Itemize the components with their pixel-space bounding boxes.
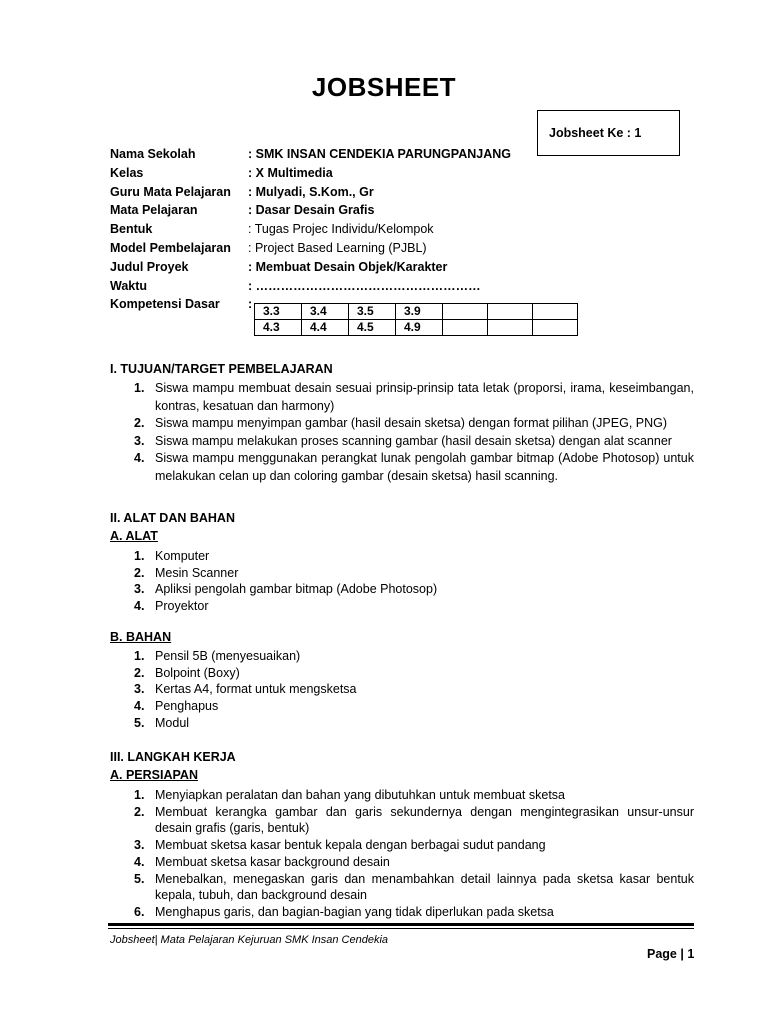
table-cell: [443, 304, 488, 320]
list-item: 3. Membuat sketsa kasar bentuk kepala dengan berbagai sudut pandang: [134, 838, 546, 853]
list-item-text: Modul: [155, 715, 190, 730]
info-row-model: [110, 239, 590, 258]
section-2-heading: II. ALAT DAN BAHAN: [110, 511, 235, 525]
table-cell: 4.9: [396, 320, 443, 336]
page-number: Page | 1: [647, 947, 695, 961]
info-label: Model Pembelajaran: [110, 240, 231, 255]
info-row-class: [110, 164, 590, 183]
table-cell: 4.3: [255, 320, 302, 336]
table-cell: [488, 304, 533, 320]
list-item: 1. Pensil 5B (menyesuaikan): [134, 649, 301, 663]
info-value: : SMK INSAN CENDEKIA PARUNGPANJANG: [248, 147, 511, 161]
list-item: 4. Membuat sketsa kasar background desain: [134, 854, 390, 869]
table-cell: [443, 320, 488, 336]
table-cell: 3.3: [255, 304, 302, 320]
info-value: : ………………………………………………: [248, 278, 481, 293]
info-value: :: [248, 297, 253, 312]
info-row-form: [110, 220, 590, 239]
list-item: 6. Menghapus garis, dan bagian-bagian yang tidak diperlukan pada sketsa: [134, 904, 554, 919]
list-item-text: Mesin Scanner: [155, 565, 239, 580]
table-cell: [488, 320, 533, 336]
list-item: 2. Siswa mampu menyimpan gambar (hasil desain sketsa) dengan format pilihan (JPEG, PNG): [134, 416, 668, 430]
list-item: 1. Komputer: [134, 549, 210, 563]
persiapan-heading: A. PERSIAPAN: [110, 768, 198, 782]
info-label: Kompetensi Dasar: [110, 297, 220, 312]
list-item: 3. Siswa mampu melakukan proses scanning gambar (hasil desain sketsa) dengan alat scanner: [134, 433, 672, 448]
bahan-heading: B. BAHAN: [110, 630, 172, 644]
list-item-text: Siswa mampu menyimpan gambar (hasil desain sketsa) dengan format pilihan (JPEG, PNG): [155, 416, 668, 430]
alat-heading: A. ALAT: [110, 529, 158, 543]
list-item: 2. Membuat kerangka gambar dan garis sekundernya dengan mengintegrasikan unsur-unsur desain grafis (garis, bentuk): [134, 804, 694, 836]
info-value: : Project Based Learning (PJBL): [248, 240, 427, 255]
info-label: Guru Mata Pelajaran: [110, 184, 231, 199]
persiapan-list: [110, 787, 694, 921]
list-item-text: Membuat kerangka gambar dan garis sekundernya dengan mengintegrasikan unsur-unsur desain grafis (garis, bentuk): [155, 804, 694, 836]
info-label: Waktu: [110, 278, 148, 293]
document-title: JOBSHEET: [311, 72, 457, 102]
info-label: Kelas: [110, 165, 144, 180]
list-item-text: Siswa mampu membuat desain sesuai prinsip-prinsip tata letak (proporsi, irama, keseimbangan, kontras, kesatuan dan harmony): [155, 381, 694, 413]
info-value: : Dasar Desain Grafis: [248, 203, 375, 218]
objectives-list: [110, 380, 694, 485]
info-value: : X Multimedia: [248, 165, 333, 180]
section-3-heading: III. LANGKAH KERJA: [110, 750, 236, 764]
section-1-heading: I. TUJUAN/TARGET PEMBELAJARAN: [110, 362, 333, 376]
info-block: [110, 145, 590, 314]
list-item-text: Pensil 5B (menyesuaikan): [155, 649, 301, 663]
table-cell: 3.9: [396, 304, 443, 320]
list-item-text: Bolpoint (Boxy): [155, 665, 240, 680]
list-item-text: Menebalkan, menegaskan garis dan menambahkan detail lainnya pada sketsa kasar bentuk kepala, tubuh, dan background desain: [155, 871, 694, 903]
info-value: : Tugas Projec Individu/Kelompok: [248, 222, 434, 237]
list-item-text: Penghapus: [155, 699, 219, 714]
table-cell: 4.4: [302, 320, 349, 336]
footer-rule-thick: [108, 923, 694, 926]
table-cell: 4.5: [349, 320, 396, 336]
info-value: : Mulyadi, S.Kom., Gr: [248, 184, 374, 199]
list-item-text: Apliksi pengolah gambar bitmap (Adobe Photosop): [155, 582, 438, 597]
info-value: : Membuat Desain Objek/Karakter: [248, 259, 448, 274]
list-item-text: Membuat sketsa kasar background desain: [155, 854, 390, 869]
info-label: Mata Pelajaran: [110, 203, 198, 218]
info-label: Bentuk: [110, 222, 153, 237]
info-label: Judul Proyek: [110, 259, 189, 274]
list-item: 5. Menebalkan, menegaskan garis dan menambahkan detail lainnya pada sketsa kasar bentuk kepala, tubuh, dan background desain: [134, 871, 694, 903]
info-row-teacher: [110, 183, 590, 202]
list-item-text: Komputer: [155, 549, 210, 563]
footer-text: Jobsheet| Mata Pelajaran Kejuruan SMK Insan Cendekia: [110, 934, 389, 946]
list-item: 4. Penghapus: [134, 699, 219, 714]
info-row-subject: [110, 201, 590, 220]
jobsheet-number: Jobsheet Ke : 1: [549, 126, 642, 140]
list-item: 4. Siswa mampu menggunakan perangkat lunak pengolah gambar bitmap (Adobe Photosop) untuk melakukan celan up dan coloring gambar (desain sketsa) hasil scanning.: [134, 451, 694, 483]
table-row: [255, 304, 578, 320]
list-item-text: Siswa mampu menggunakan perangkat lunak pengolah gambar bitmap (Adobe Photosop) untuk melakukan celan up dan coloring gambar (desain sketsa) hasil scanning.: [155, 451, 694, 483]
list-item: 1. Menyiapkan peralatan dan bahan yang dibutuhkan untuk membuat sketsa: [134, 788, 566, 802]
list-item-text: Kertas A4, format untuk mengsketsa: [155, 682, 357, 697]
list-item-text: Siswa mampu melakukan proses scanning gambar (hasil desain sketsa) dengan alat scanner: [155, 433, 672, 448]
table-row: [255, 320, 578, 336]
list-item-text: Membuat sketsa kasar bentuk kepala dengan berbagai sudut pandang: [155, 838, 546, 853]
list-item: 2. Mesin Scanner: [134, 565, 239, 580]
info-label: Nama Sekolah: [110, 147, 196, 161]
alat-list: [110, 548, 694, 615]
competency-table: [254, 303, 578, 336]
list-item: 3. Kertas A4, format untuk mengsketsa: [134, 682, 357, 697]
list-item-text: Proyektor: [155, 599, 209, 614]
table-cell: [533, 304, 578, 320]
list-item: 1. Siswa mampu membuat desain sesuai prinsip-prinsip tata letak (proporsi, irama, keseimbangan, kontras, kesatuan dan harmony): [134, 381, 694, 413]
info-row-time: [110, 277, 590, 296]
list-item-text: Menyiapkan peralatan dan bahan yang dibutuhkan untuk membuat sketsa: [155, 788, 566, 802]
table-cell: 3.5: [349, 304, 396, 320]
footer-rule-thin: [108, 928, 694, 929]
list-item: 4. Proyektor: [134, 599, 209, 614]
info-row-project: [110, 258, 590, 277]
info-row-school: [110, 145, 590, 164]
list-item: 3. Apliksi pengolah gambar bitmap (Adobe Photosop): [134, 582, 438, 597]
list-item-text: Menghapus garis, dan bagian-bagian yang tidak diperlukan pada sketsa: [155, 904, 554, 919]
list-item: 5. Modul: [134, 715, 190, 730]
bahan-list: [110, 648, 694, 732]
table-cell: [533, 320, 578, 336]
table-cell: 3.4: [302, 304, 349, 320]
list-item: 2. Bolpoint (Boxy): [134, 665, 240, 680]
